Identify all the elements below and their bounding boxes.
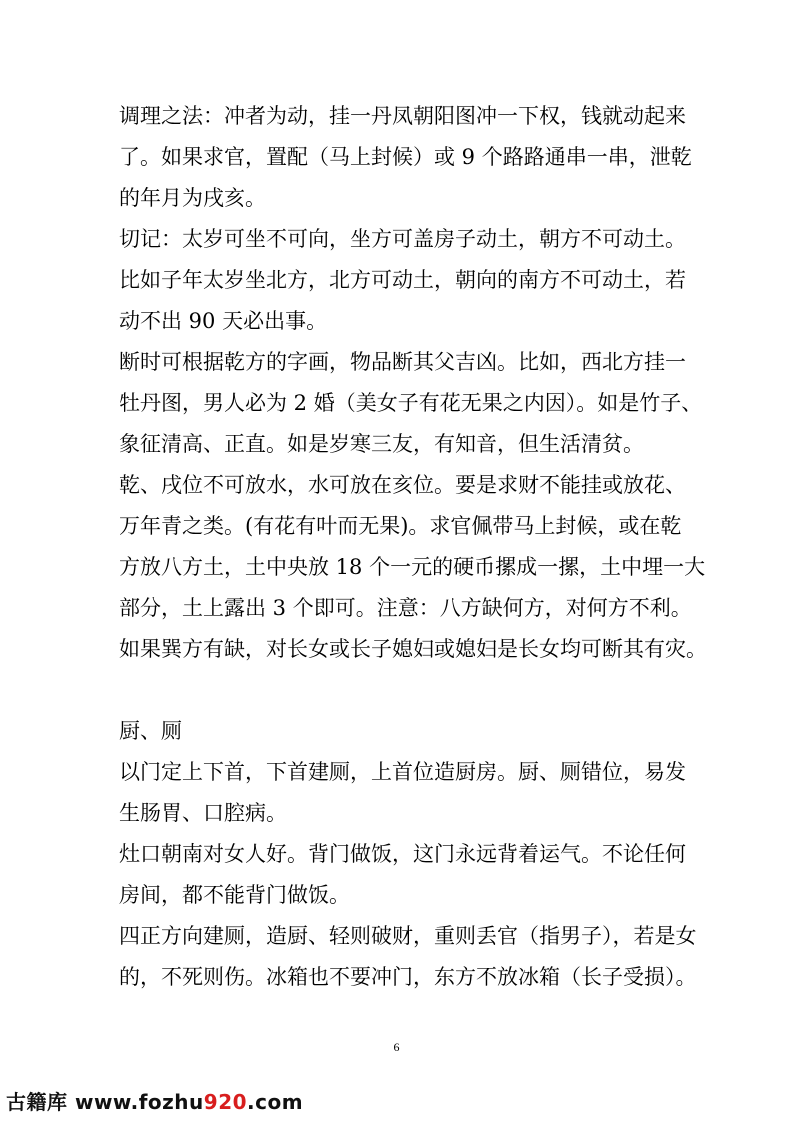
page-number: 6 (393, 1040, 400, 1054)
text-line: 了。如果求官，置配（马上封候）或 9 个路路通串一串，泄乾 (119, 145, 692, 169)
text-line: 牡丹图，男人必为 2 婚（美女子有花无果之内因）。如是竹子、 (119, 391, 703, 415)
watermark-prefix: 古籍库 www.fozhu (6, 1090, 204, 1114)
text-line: 的年月为戌亥。 (119, 186, 266, 210)
text-line: 比如子年太岁坐北方，北方可动土，朝向的南方不可动土，若 (119, 268, 686, 292)
text-line: 方放八方土，土中央放 18 个一元的硬币摞成一摞，土中埋一大 (119, 555, 706, 579)
text-line: 象征清高、正直。如是岁寒三友，有知音，但生活清贫。 (119, 432, 644, 456)
text-line: 灶口朝南对女人好。背门做饭，这门永远背着运气。不论任何 (119, 842, 686, 866)
body-text (119, 96, 707, 998)
text-line: 乾、戌位不可放水，水可放在亥位。要是求财不能挂或放花、 (119, 473, 686, 497)
text-line: 断时可根据乾方的字画，物品断其父吉凶。比如，西北方挂一 (119, 350, 686, 374)
site-watermark (6, 1086, 303, 1115)
watermark-suffix: .com (247, 1090, 304, 1114)
text-line: 调理之法：冲者为动，挂一丹凤朝阳图冲一下权，钱就动起来 (119, 104, 686, 128)
text-line: 的，不死则伤。冰箱也不要冲门，东方不放冰箱（长子受损）。 (119, 965, 697, 989)
text-line: 生肠胃、口腔病。 (119, 801, 287, 825)
text-line: 房间，都不能背门做饭。 (119, 883, 350, 907)
text-line: 万年青之类。(有花有叶而无果)。求官佩带马上封候，或在乾 (119, 514, 682, 538)
text-line: 以门定上下首，下首建厕，上首位造厨房。厨、厕错位，易发 (119, 760, 686, 784)
text-line: 切记：太岁可坐不可向，坐方可盖房子动土，朝方不可动土。 (119, 227, 686, 251)
text-line: 四正方向建厕，造厨、轻则破财，重则丢官（指男子），若是女 (119, 924, 697, 948)
text-line: 如果巽方有缺，对长女或长子媳妇或媳妇是长女均可断其有灾。 (119, 637, 707, 661)
paragraph-gap (119, 670, 679, 711)
text-line: 部分，土上露出 3 个即可。注意：八方缺何方，对何方不利。 (119, 596, 692, 620)
section-heading: 厨、厕 (119, 719, 182, 743)
watermark-number: 920 (203, 1090, 248, 1114)
text-line: 动不出 90 天必出事。 (119, 309, 328, 333)
